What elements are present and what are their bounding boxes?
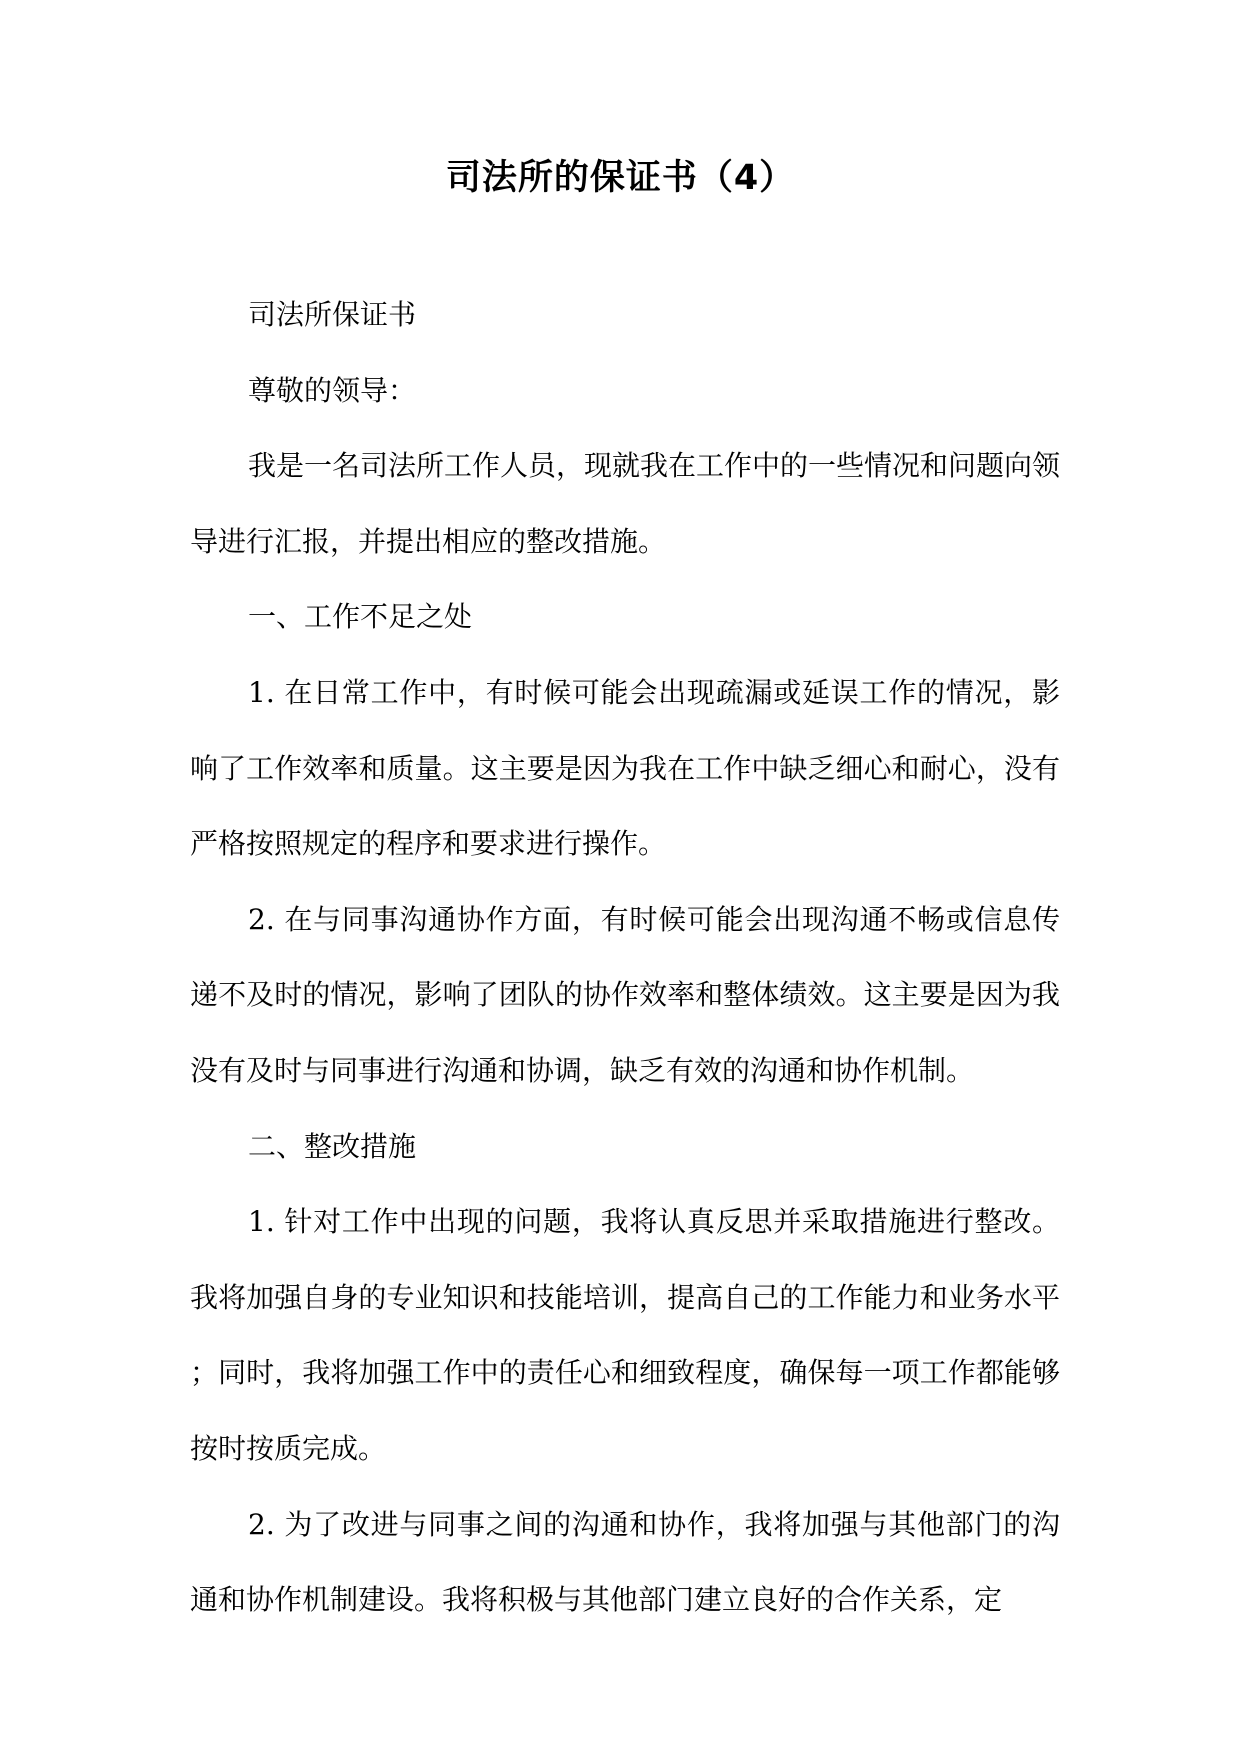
paragraph-shortcoming-2: 2. 在与同事沟通协作方面，有时候可能会出现沟通不畅或信息传递不及时的情况，影响了团队的协作效率和整体绩效。这主要是因为我没有及时与同事进行沟通和协调，缺乏有效的沟通和协作机制。	[190, 902, 1060, 1087]
paragraph-shortcoming-1: 1. 在日常工作中，有时候可能会出现疏漏或延误工作的情况，影响了工作效率和质量。这主要是因为我在工作中缺乏细心和耐心，没有严格按照规定的程序和要求进行操作。	[190, 675, 1060, 861]
paragraph-intro: 我是一名司法所工作人员，现就我在工作中的一些情况和问题向领导进行汇报，并提出相应的整改措施。	[190, 449, 1061, 558]
paragraph-measure-1: 1. 针对工作中出现的问题，我将认真反思并采取措施进行整改。我将加强自身的专业知识和技能培训，提高自己的工作能力和业务水平；同时，我将加强工作中的责任心和细致程度，确保每一项工作都能够按时按质完成。	[190, 1205, 1060, 1465]
paragraph-salutation: 尊敬的领导：	[248, 373, 417, 407]
document-title: 司法所的保证书（4）	[445, 158, 796, 198]
section-heading-measures: 二、整改措施	[248, 1129, 417, 1163]
paragraph-heading: 司法所保证书	[248, 298, 417, 331]
paragraph-measure-2: 2. 为了改进与同事之间的沟通和协作，我将加强与其他部门的沟通和协作机制建设。我将积极与其他部门建立良好的合作关系，定	[190, 1507, 1060, 1617]
document-body	[190, 277, 1060, 1638]
section-heading-shortcomings: 一、工作不足之处	[248, 600, 473, 634]
